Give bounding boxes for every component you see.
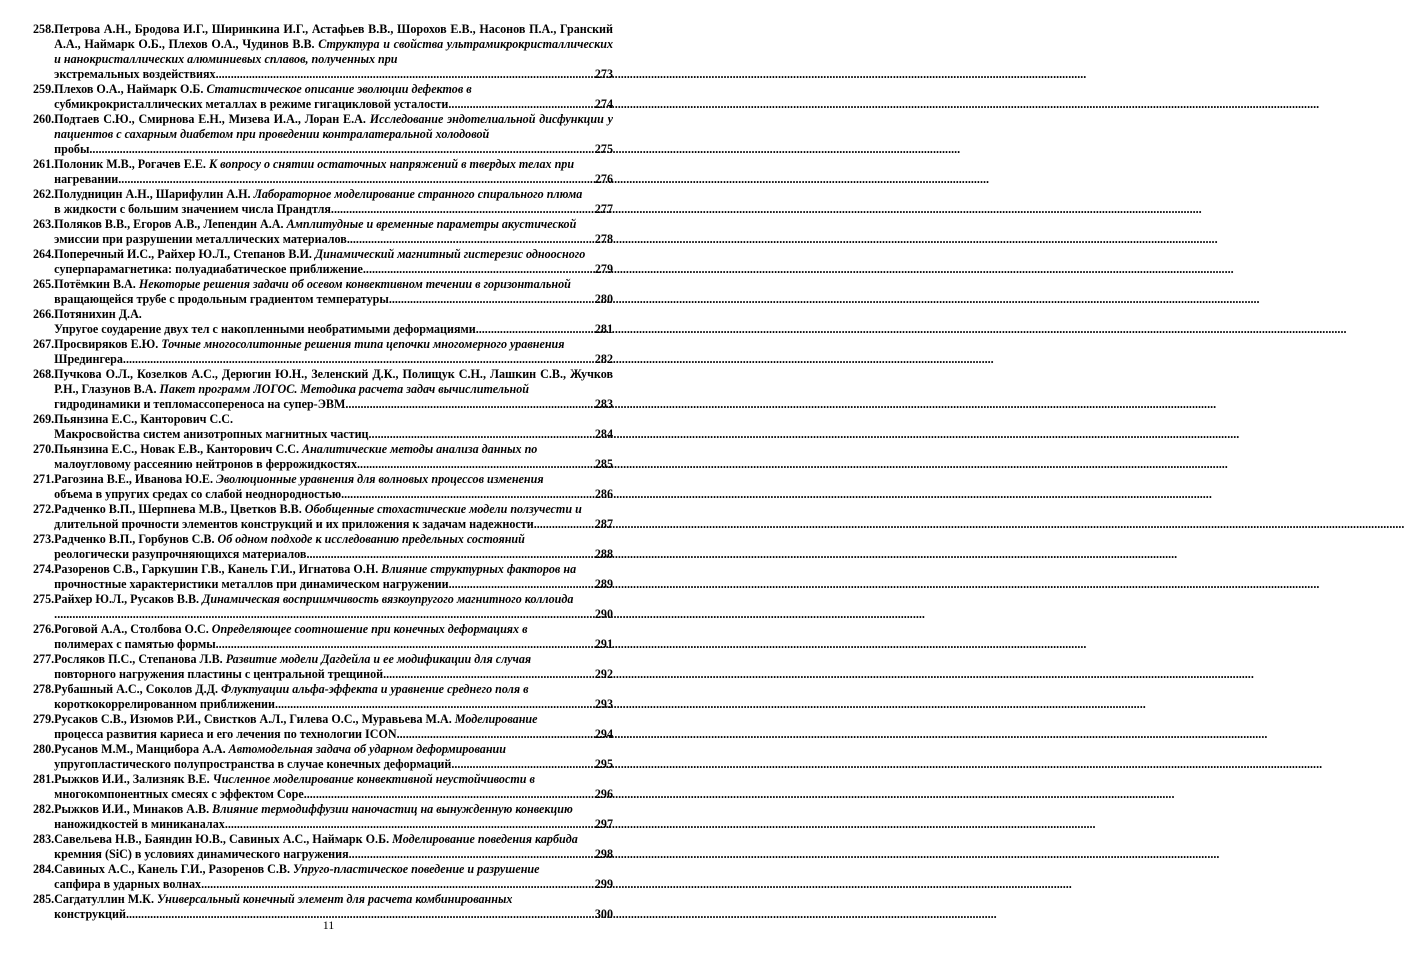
entry-page-number: 300 <box>594 907 613 921</box>
entry-text <box>54 157 613 172</box>
entry-title-tail: нагревании <box>54 172 119 186</box>
entry-body <box>54 472 613 502</box>
toc-entry <box>33 622 613 652</box>
entry-text <box>54 82 613 97</box>
dot-leader <box>341 487 595 502</box>
entry-number: 278. <box>33 682 55 696</box>
entry-authors: Росляков П.С., Степанова Л.В. <box>54 652 223 666</box>
entry-body <box>54 112 613 157</box>
entry-body <box>54 532 613 562</box>
toc-entry <box>33 862 613 892</box>
entry-leader-row <box>54 547 613 562</box>
entry-page-number: 273 <box>594 67 613 81</box>
dot-leader <box>383 667 595 682</box>
document-page <box>0 0 657 960</box>
toc-entry <box>33 532 613 562</box>
dot-leader <box>275 697 595 712</box>
entry-title-tail: сапфира в ударных волнах <box>54 877 202 891</box>
toc-entry <box>33 742 613 772</box>
dot-leader <box>216 637 595 652</box>
entry-leader-row <box>54 97 613 112</box>
entry-number: 259. <box>33 82 55 96</box>
entry-leader-row <box>54 577 613 592</box>
dot-leader <box>331 202 595 217</box>
dot-leader <box>304 787 595 802</box>
toc-entry <box>33 157 613 187</box>
entry-text <box>54 502 613 517</box>
entry-body <box>54 307 613 337</box>
entry-page-number: 277 <box>594 202 613 216</box>
entry-title-tail: полимерах с памятью формы <box>54 637 216 651</box>
toc-entry <box>33 412 613 442</box>
entry-leader-row <box>54 292 613 307</box>
entry-body <box>54 217 613 247</box>
entry-number: 267. <box>33 337 55 351</box>
entry-title: Структура и свойства ультрамикрокристаллических и нанокристаллических алюминиевых сплавов, полученных при <box>54 37 613 66</box>
entry-leader-row <box>54 322 613 337</box>
entry-page-number: 283 <box>594 397 613 411</box>
entry-title-tail: гидродинамики и тепломассопереноса на супер-ЭВМ <box>54 397 346 411</box>
entry-number: 274. <box>33 562 55 576</box>
entry-body <box>54 622 613 652</box>
entry-authors: Роговой А.А., Столбова О.С. <box>54 622 209 636</box>
entry-page-number: 275 <box>594 142 613 156</box>
entry-text <box>54 652 613 667</box>
entry-number: 260. <box>33 112 55 126</box>
entry-leader-row <box>54 487 613 502</box>
entry-number: 268. <box>33 367 55 381</box>
dot-leader <box>451 757 594 772</box>
entry-authors: Рыжков И.И., Зализняк В.Е. <box>54 772 210 786</box>
entry-title-tail: экстремальных воздействиях <box>54 67 216 81</box>
entry-page-number: 288 <box>594 547 613 561</box>
toc-entry <box>33 472 613 502</box>
entry-page-number: 282 <box>594 352 613 366</box>
entry-text <box>54 772 613 787</box>
entry-authors: Сагдатуллин М.К. <box>54 892 154 906</box>
entry-title: Численное моделирование конвективной неустойчивости в <box>212 772 535 786</box>
toc-entry <box>33 307 613 337</box>
entry-authors: Русанов М.М., Манцибора А.А. <box>54 742 226 756</box>
entry-leader-row <box>54 172 613 187</box>
entry-body <box>54 682 613 712</box>
entry-text <box>54 217 613 232</box>
entry-title: К вопросу о снятии остаточных напряжений в твердых телах при <box>208 157 575 171</box>
entry-title: Некоторые решения задачи об осевом конвективном течении в горизонтальной <box>138 277 571 291</box>
entry-number: 282. <box>33 802 55 816</box>
entry-number: 279. <box>33 712 55 726</box>
entry-title: Моделирование поведения карбида <box>392 832 578 846</box>
entry-page-number: 279 <box>594 262 613 276</box>
toc-entry <box>33 187 613 217</box>
entry-title: Влияние термодиффузии наночастиц на вынужденную конвекцию <box>212 802 573 816</box>
entry-title: Определяющее соотношение при конечных деформациях в <box>211 622 528 636</box>
entry-leader-row <box>54 397 613 412</box>
entry-body <box>54 802 613 832</box>
entry-text <box>54 442 613 457</box>
entry-text <box>54 367 613 397</box>
entry-leader-row <box>54 352 613 367</box>
entry-title: Пакет программ ЛОГОС. Методика расчета задач вычислительной <box>159 382 529 396</box>
entry-title-tail: суперпарамагнетика: полуадиабатическое приближение <box>54 262 363 276</box>
entry-text <box>54 187 613 202</box>
dot-leader <box>118 172 595 187</box>
entry-number: 284. <box>33 862 55 876</box>
entry-authors: Савельева Н.В., Баяндин Ю.В., Савиных А.С., Наймарк О.Б. <box>54 832 390 846</box>
entry-title-tail: Упругое соударение двух тел с накопленными необратимыми деформациями <box>54 322 476 336</box>
entry-page-number: 281 <box>594 322 613 336</box>
entry-title-tail: субмикрокристаллических металлах в режиме гигацикловой усталости <box>54 97 449 111</box>
entry-body <box>54 742 613 772</box>
entry-title: Автомодельная задача об ударном деформировании <box>228 742 506 756</box>
dot-leader <box>349 847 595 862</box>
dot-leader <box>397 727 595 742</box>
entry-number: 277. <box>33 652 55 666</box>
entry-number: 261. <box>33 157 55 171</box>
entry-number: 266. <box>33 307 55 321</box>
entry-title: Амплитудные и временные параметры акустической <box>286 217 577 231</box>
entry-body <box>54 832 613 862</box>
entry-leader-row <box>54 517 613 532</box>
entry-page-number: 299 <box>594 877 613 891</box>
entry-leader-row <box>54 667 613 682</box>
entry-leader-row <box>54 457 613 472</box>
entry-authors: Пучкова О.Л., Козелков А.С., Дерюгин Ю.Н., Зеленский Д.К., Полищук С.Н., Лашкин С.В., Жучков Р.Н., Глазунов В.А. <box>54 367 613 396</box>
entry-page-number: 274 <box>594 97 613 111</box>
entry-page-number: 289 <box>594 577 613 591</box>
entry-authors: Радченко В.П., Шерпнева М.В., Цветков В.В. <box>54 502 302 516</box>
entry-authors: Потянихин Д.А. <box>54 307 142 321</box>
entry-text <box>54 832 613 847</box>
entry-text <box>54 892 613 907</box>
toc-entry <box>33 277 613 307</box>
dot-leader <box>225 817 595 832</box>
entry-number: 269. <box>33 412 55 426</box>
dot-leader <box>449 577 595 592</box>
entry-page-number: 292 <box>594 667 613 681</box>
toc-entry <box>33 772 613 802</box>
entry-text <box>54 622 613 637</box>
dot-leader <box>89 142 594 157</box>
entry-authors: Разоренов С.В., Гаркушин Г.В., Канель Г.И., Игнатова О.Н. <box>54 562 379 576</box>
entry-body <box>54 652 613 682</box>
entry-body <box>54 502 613 532</box>
entry-leader-row <box>54 142 613 157</box>
entry-body <box>54 337 613 367</box>
entry-title-tail: реологически разупрочняющихся материалов <box>54 547 307 561</box>
entry-title: Развитие модели Дагдейла и ее модификации для случая <box>225 652 532 666</box>
entry-text <box>54 277 613 292</box>
toc-entry <box>33 502 613 532</box>
entry-title-tail: прочностные характеристики металлов при динамическом нагружении <box>54 577 449 591</box>
entry-body <box>54 862 613 892</box>
dot-leader <box>357 457 595 472</box>
entry-title-tail: малоугловому рассеянию нейтронов в феррожидкостях <box>54 457 358 471</box>
entry-number: 272. <box>33 502 55 516</box>
entry-text <box>54 412 613 427</box>
toc-entry <box>33 652 613 682</box>
entry-authors: Подтаев С.Ю., Смирнова Е.Н., Мизева И.А., Лоран Е.А. <box>54 112 366 126</box>
entry-authors: Поперечный И.С., Райхер Ю.Л., Степанов В.И. <box>54 247 312 261</box>
entry-leader-row <box>54 847 613 862</box>
entry-page-number: 286 <box>594 487 613 501</box>
toc-entry <box>33 112 613 157</box>
entry-title: Лабораторное моделирование странного спирального плюма <box>253 187 583 201</box>
entry-title: Динамический магнитный гистерезис одноосного <box>314 247 586 261</box>
entry-page-number: 284 <box>594 427 613 441</box>
toc-entry <box>33 442 613 472</box>
entry-authors: Петрова А.Н., Бродова И.Г., Ширинкина И.Г., Астафьев В.В., Шорохов Е.В., Насонов П.А., Гранский А.А., Наймарк О.Б., Плехов О.А., Чудинов В.В. <box>54 22 613 51</box>
entry-leader-row <box>54 232 613 247</box>
entry-authors: Просвиряков Е.Ю. <box>54 337 159 351</box>
entry-text <box>54 712 613 727</box>
entry-title: Моделирование <box>454 712 538 726</box>
dot-leader <box>369 427 595 442</box>
entry-title: Аналитические методы анализа данных по <box>302 442 538 456</box>
entry-number: 271. <box>33 472 55 486</box>
entry-leader-row <box>54 262 613 277</box>
entry-body <box>54 82 613 112</box>
toc-entry <box>33 22 613 82</box>
entry-page-number: 298 <box>594 847 613 861</box>
entry-authors: Пьянзина Е.С., Новак Е.В., Канторович С.С. <box>54 442 299 456</box>
entry-text <box>54 22 613 67</box>
entry-number: 276. <box>33 622 55 636</box>
entry-title: Об одном подходе к исследованию предельных состояний <box>217 532 525 546</box>
entry-leader-row <box>54 877 613 892</box>
toc-entry <box>33 82 613 112</box>
entry-authors: Савиных А.С., Канель Г.И., Разоренов С.В. <box>54 862 290 876</box>
page-number: 11 <box>322 918 335 932</box>
entry-page-number: 285 <box>594 457 613 471</box>
entry-body <box>54 772 613 802</box>
entry-authors: Русаков С.В., Изюмов Р.И., Свистков А.Л., Гилева О.С., Муравьева М.А. <box>54 712 452 726</box>
entry-title-tail: длительной прочности элементов конструкций и их приложения к задачам надежности <box>54 517 534 531</box>
entry-title-tail: вращающейся трубе с продольным градиентом температуры <box>54 292 389 306</box>
dot-leader <box>389 292 595 307</box>
entry-number: 264. <box>33 247 55 261</box>
entry-title-tail: в жидкости с большим значением числа Прандтля <box>54 202 331 216</box>
entry-body <box>54 592 613 622</box>
entry-page-number: 278 <box>594 232 613 246</box>
entry-leader-row <box>54 697 613 712</box>
toc-entry <box>33 247 613 277</box>
entry-title-tail: Макросвойства систем анизотропных магнитных частиц <box>54 427 369 441</box>
entry-page-number: 287 <box>594 517 613 531</box>
entry-title-tail: короткокоррелированном приближении <box>54 697 275 711</box>
entry-title-tail: упругопластического полупространства в случае конечных деформаций <box>54 757 452 771</box>
entry-text <box>54 802 613 817</box>
entry-leader-row <box>54 427 613 442</box>
entry-page-number: 297 <box>594 817 613 831</box>
entry-number: 262. <box>33 187 55 201</box>
entry-authors: Полудницин А.Н., Шарифулин А.Н. <box>54 187 251 201</box>
entry-page-number: 280 <box>594 292 613 306</box>
entry-title: Эволюционные уравнения для волновых процессов изменения <box>216 472 544 486</box>
entry-number: 258. <box>33 22 55 36</box>
entry-title: Динамическая восприимчивость вязкоупругого магнитного коллоида <box>202 592 574 606</box>
entry-title: Флуктуации альфа-эффекта и уравнение среднего поля в <box>221 682 529 696</box>
toc-entry <box>33 562 613 592</box>
entry-page-number: 296 <box>594 787 613 801</box>
toc-entry <box>33 682 613 712</box>
entry-title: Точные многосолитонные решения типа цепочки многомерного уравнения <box>161 337 565 351</box>
entry-body <box>54 157 613 187</box>
entry-title: Универсальный конечный элемент для расчета комбинированных <box>157 892 513 906</box>
dot-leader <box>345 397 594 412</box>
dot-leader <box>448 97 594 112</box>
entry-text <box>54 562 613 577</box>
entry-title-tail: объема в упругих средах со слабой неоднородностью <box>54 487 342 501</box>
entry-title-tail: повторного нагружения пластины с центральной трещиной <box>54 667 384 681</box>
entry-body <box>54 712 613 742</box>
entry-body <box>54 367 613 412</box>
entry-page-number: 276 <box>594 172 613 186</box>
entry-number: 280. <box>33 742 55 756</box>
entry-leader-row <box>54 757 613 772</box>
entry-text <box>54 472 613 487</box>
entry-text <box>54 247 613 262</box>
entry-text <box>54 337 613 352</box>
table-of-contents <box>33 22 613 922</box>
dot-leader <box>476 322 595 337</box>
entry-title: Влияние структурных факторов на <box>381 562 577 576</box>
entry-title: Исследование эндотелиальной дисфункции у пациентов с сахарным диабетом при проведении контралатеральной холодовой <box>54 112 613 141</box>
entry-text <box>54 112 613 142</box>
entry-leader-row <box>54 727 613 742</box>
entry-page-number: 291 <box>594 637 613 651</box>
entry-title-tail: конструкций <box>54 907 126 921</box>
entry-authors: Полоник М.В., Рогачев Е.Е. <box>54 157 206 171</box>
dot-leader <box>123 352 595 367</box>
toc-entry <box>33 592 613 622</box>
entry-body <box>54 277 613 307</box>
dot-leader <box>363 262 595 277</box>
entry-page-number: 293 <box>594 697 613 711</box>
entry-number: 273. <box>33 532 55 546</box>
entry-number: 265. <box>33 277 55 291</box>
entry-authors: Пьянзина Е.С., Канторович С.С. <box>54 412 234 426</box>
toc-entry <box>33 217 613 247</box>
toc-entry <box>33 832 613 862</box>
entry-number: 285. <box>33 892 55 906</box>
entry-leader-row <box>54 817 613 832</box>
entry-leader-row <box>54 637 613 652</box>
toc-entry <box>33 337 613 367</box>
entry-text <box>54 742 613 757</box>
entry-leader-row <box>54 607 613 622</box>
entry-body <box>54 562 613 592</box>
dot-leader <box>54 607 595 622</box>
entry-title-tail: кремния (SiC) в условиях динамического нагружения <box>54 847 349 861</box>
entry-authors: Рыжков И.И., Минаков А.В. <box>54 802 210 816</box>
entry-page-number: 295 <box>594 757 613 771</box>
entry-number: 275. <box>33 592 55 606</box>
entry-text <box>54 682 613 697</box>
toc-entry <box>33 367 613 412</box>
entry-title-tail: пробы <box>54 142 90 156</box>
entry-text <box>54 862 613 877</box>
entry-title: Упруго-пластическое поведение и разрушение <box>293 862 540 876</box>
entry-number: 281. <box>33 772 55 786</box>
entry-body <box>54 412 613 442</box>
entry-text <box>54 592 613 607</box>
dot-leader <box>534 517 595 532</box>
dot-leader <box>347 232 595 247</box>
toc-entry <box>33 712 613 742</box>
entry-authors: Рубашный А.С., Соколов Д.Д. <box>54 682 218 696</box>
entry-leader-row <box>54 202 613 217</box>
entry-title-tail: эмиссии при разрушении металлических материалов <box>54 232 347 246</box>
entry-leader-row <box>54 787 613 802</box>
entry-authors: Поляков В.В., Егоров А.В., Лепендин А.А. <box>54 217 284 231</box>
toc-entry <box>33 802 613 832</box>
entry-number: 263. <box>33 217 55 231</box>
entry-page-number: 290 <box>594 607 613 621</box>
entry-authors: Плехов О.А., Наймарк О.Б. <box>54 82 204 96</box>
entry-title-tail: наножидкостей в миниканалах <box>54 817 225 831</box>
entry-title: Обобщенные стохастические модели ползучести и <box>304 502 582 516</box>
entry-body <box>54 22 613 82</box>
dot-leader <box>216 67 595 82</box>
entry-body <box>54 442 613 472</box>
entry-leader-row <box>54 67 613 82</box>
entry-authors: Рагозина В.Е., Иванова Ю.Е. <box>54 472 213 486</box>
entry-number: 283. <box>33 832 55 846</box>
entry-title-tail: процесса развития кариеса и его лечения по технологии ICON <box>54 727 397 741</box>
entry-authors: Райхер Ю.Л., Русаков В.В. <box>54 592 200 606</box>
entry-text <box>54 532 613 547</box>
entry-body <box>54 247 613 277</box>
entry-text <box>54 307 613 322</box>
dot-leader <box>201 877 595 892</box>
entry-authors: Потёмкин В.А. <box>54 277 136 291</box>
entry-body <box>54 187 613 217</box>
entry-title: Статистическое описание эволюции дефектов в <box>206 82 472 96</box>
entry-title-tail: Шредингера <box>54 352 123 366</box>
dot-leader <box>306 547 594 562</box>
entry-page-number: 294 <box>594 727 613 741</box>
entry-title-tail: многокомпонентных смесях с эффектом Соре <box>54 787 304 801</box>
entry-number: 270. <box>33 442 55 456</box>
entry-authors: Радченко В.П., Горбунов С.В. <box>54 532 215 546</box>
